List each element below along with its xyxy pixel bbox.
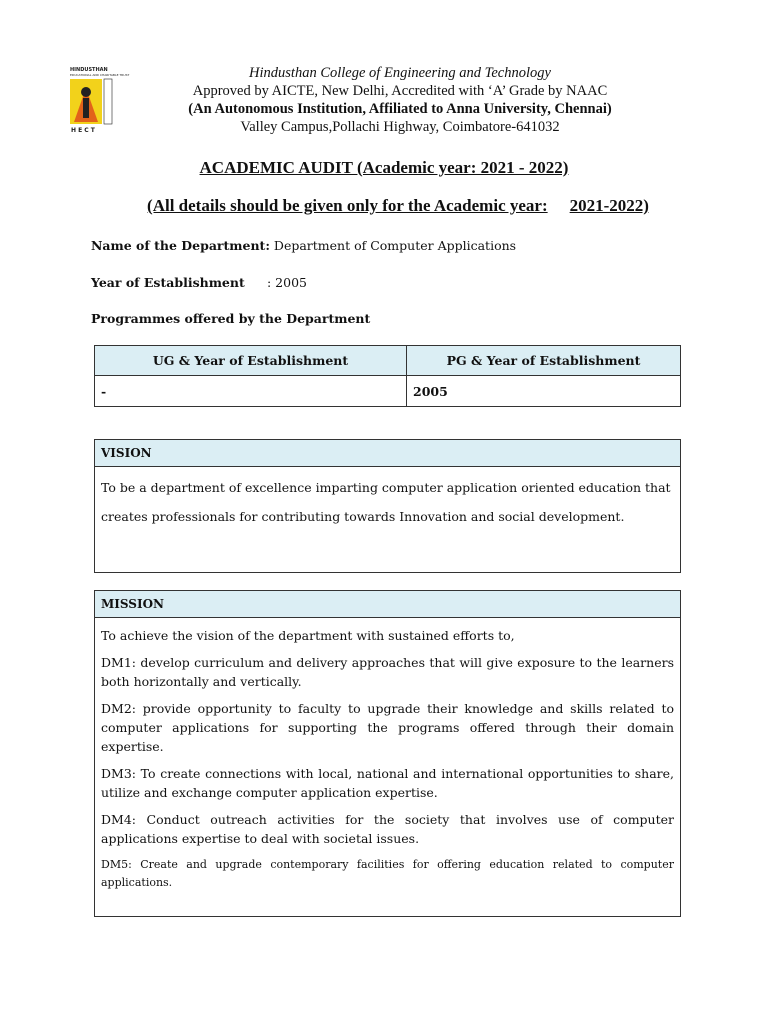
department-field (91, 238, 516, 253)
programmes-table (94, 345, 681, 407)
mission-box (94, 590, 681, 917)
mission-item-dm5: DM5: Create and upgrade contemporary facilities for offering education related to computer applications. (101, 858, 674, 889)
college-name: Hindusthan College of Engineering and Technology (249, 65, 551, 81)
department-value: Department of Computer Applications (273, 238, 517, 253)
mission-body (95, 618, 680, 892)
audit-note (14, 196, 782, 216)
college-logo (68, 66, 130, 134)
establishment-field (91, 275, 307, 290)
department-label: Name of the Department: (91, 238, 270, 253)
logo-letters: H E C T (71, 127, 95, 134)
mission-intro: To achieve the vision of the department with sustained efforts to, (101, 628, 515, 643)
logo-top-text: HINDUSTHAN (70, 67, 108, 73)
programmes-label: Programmes offered by the Department (91, 311, 371, 326)
audit-note-prefix: (All details should be given only for the Academic year: (147, 196, 548, 215)
logo-sub-text: EDUCATIONAL AND CHARITABLE TRUST (70, 73, 130, 77)
programmes-field (91, 311, 370, 326)
mission-item-dm2: DM2: provide opportunity to faculty to upgrade their knowledge and skills related to computer applications for supporting the programs offered through their domain expertise. (101, 701, 674, 754)
mission-heading: MISSION (95, 591, 680, 618)
mission-item-dm1: DM1: develop curriculum and delivery approaches that will give exposure to the learners both horizontally and vertically. (101, 655, 674, 689)
autonomy-line: (An Autonomous Institution, Affiliated to Anna University, Chennai) (188, 101, 612, 117)
table-row (95, 376, 681, 407)
table-header-row (95, 346, 681, 376)
ug-header: UG & Year of Establishment (95, 346, 407, 376)
vision-heading: VISION (95, 440, 680, 467)
pg-header: PG & Year of Establishment (407, 346, 681, 376)
mission-item-dm4: DM4: Conduct outreach activities for the society that involves use of computer applications expertise to deal with societal issues. (101, 812, 674, 846)
establishment-value: : 2005 (267, 275, 307, 290)
college-header (120, 64, 680, 136)
address-line: Valley Campus,Pollachi Highway, Coimbatore-641032 (240, 119, 560, 135)
audit-note-year: 2021-2022) (569, 196, 649, 215)
audit-title: ACADEMIC AUDIT (Academic year: 2021 - 2022) (199, 158, 569, 177)
vision-text: To be a department of excellence imparting computer application oriented education that creates professionals for contributing towards Innovation and social development. (101, 480, 671, 524)
pg-value: 2005 (407, 376, 681, 407)
ug-value: - (95, 376, 407, 407)
mission-item-dm3: DM3: To create connections with local, national and international opportunities to share, utilize and exchange computer application expertise. (101, 766, 674, 800)
vision-box (94, 439, 681, 573)
logo-emblem-icon (68, 66, 130, 134)
establishment-label: Year of Establishment (91, 275, 245, 290)
approval-line: Approved by AICTE, New Delhi, Accredited with ‘A’ Grade by NAAC (192, 83, 608, 99)
